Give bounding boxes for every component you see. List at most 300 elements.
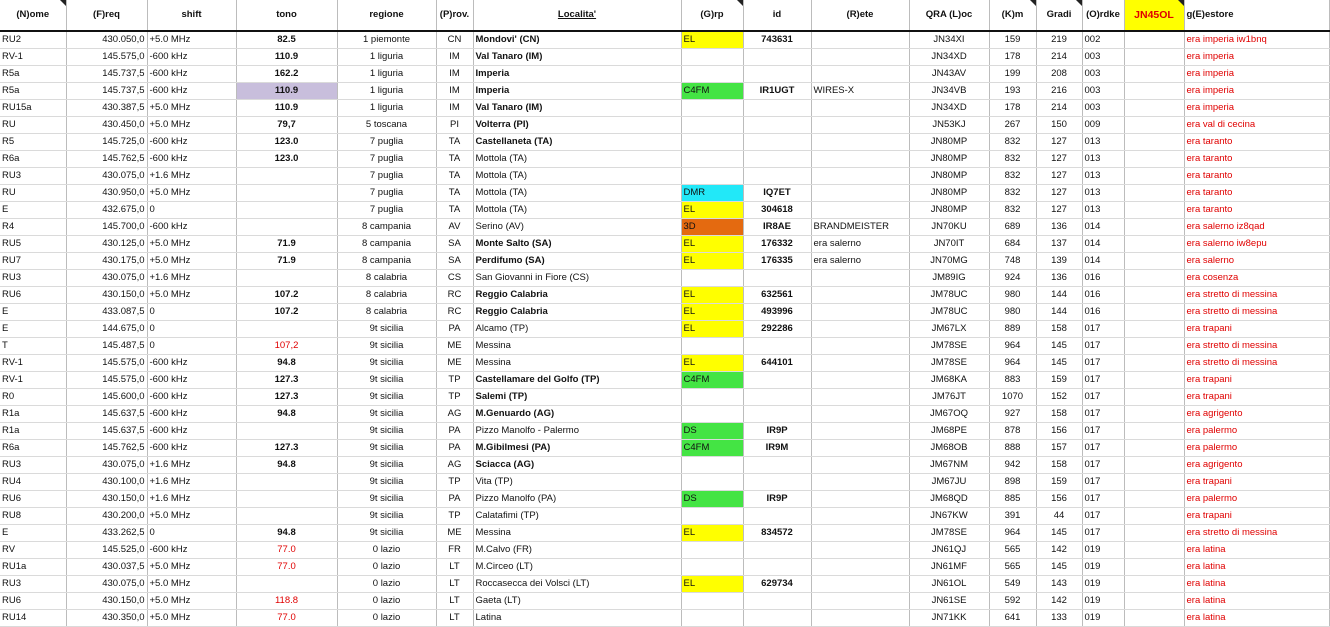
cell-ordke[interactable]: 003	[1082, 49, 1124, 66]
cell-localita[interactable]: Salemi (TP)	[473, 389, 681, 406]
cell-km[interactable]: 898	[989, 474, 1036, 491]
cell-shift[interactable]: +1.6 MHz	[147, 457, 236, 474]
cell-gradi[interactable]: 150	[1036, 117, 1082, 134]
cell-tono[interactable]: 94.8	[236, 406, 337, 423]
cell-id[interactable]	[743, 406, 811, 423]
cell-regione[interactable]: 5 toscana	[337, 117, 436, 134]
cell-id[interactable]: 743631	[743, 31, 811, 49]
cell-home[interactable]	[1124, 508, 1184, 525]
cell-km[interactable]: 964	[989, 355, 1036, 372]
cell-grp[interactable]	[681, 406, 743, 423]
cell-km[interactable]: 980	[989, 287, 1036, 304]
cell-grp[interactable]	[681, 338, 743, 355]
cell-km[interactable]: 964	[989, 525, 1036, 542]
cell-km[interactable]: 942	[989, 457, 1036, 474]
cell-shift[interactable]: +1.6 MHz	[147, 168, 236, 185]
cell-rete[interactable]	[811, 321, 909, 338]
cell-id[interactable]: IR9M	[743, 440, 811, 457]
cell-home[interactable]	[1124, 525, 1184, 542]
cell-tono[interactable]: 127.3	[236, 389, 337, 406]
header-tono[interactable]: tono	[236, 0, 337, 31]
cell-tono[interactable]	[236, 474, 337, 491]
cell-km[interactable]: 684	[989, 236, 1036, 253]
cell-grp[interactable]	[681, 134, 743, 151]
cell-home[interactable]	[1124, 389, 1184, 406]
cell-id[interactable]: 176332	[743, 236, 811, 253]
cell-id[interactable]	[743, 372, 811, 389]
cell-tono[interactable]: 110.9	[236, 49, 337, 66]
cell-gradi[interactable]: 214	[1036, 100, 1082, 117]
cell-tono[interactable]: 162.2	[236, 66, 337, 83]
cell-freq[interactable]: 430.387,5	[66, 100, 147, 117]
cell-shift[interactable]: +5.0 MHz	[147, 253, 236, 270]
cell-tono[interactable]	[236, 202, 337, 219]
cell-freq[interactable]: 145.575,0	[66, 372, 147, 389]
cell-gradi[interactable]: 136	[1036, 270, 1082, 287]
cell-gestore[interactable]: era taranto	[1184, 185, 1329, 202]
cell-id[interactable]	[743, 457, 811, 474]
cell-gradi[interactable]: 143	[1036, 576, 1082, 593]
cell-shift[interactable]: 0	[147, 338, 236, 355]
cell-km[interactable]: 832	[989, 185, 1036, 202]
cell-id[interactable]	[743, 559, 811, 576]
cell-gestore[interactable]: era taranto	[1184, 151, 1329, 168]
cell-nome[interactable]: RU7	[0, 253, 66, 270]
cell-shift[interactable]: 0	[147, 304, 236, 321]
cell-freq[interactable]: 430.200,0	[66, 508, 147, 525]
cell-gestore[interactable]: era stretto di messina	[1184, 287, 1329, 304]
cell-gestore[interactable]: era trapani	[1184, 389, 1329, 406]
cell-localita[interactable]: Messina	[473, 338, 681, 355]
cell-freq[interactable]: 430.050,0	[66, 31, 147, 49]
cell-freq[interactable]: 145.762,5	[66, 440, 147, 457]
cell-gradi[interactable]: 145	[1036, 338, 1082, 355]
cell-nome[interactable]: RU	[0, 185, 66, 202]
cell-ordke[interactable]: 003	[1082, 66, 1124, 83]
cell-prov[interactable]: LT	[436, 559, 473, 576]
cell-regione[interactable]: 7 puglia	[337, 185, 436, 202]
cell-localita[interactable]: M.Circeo (LT)	[473, 559, 681, 576]
cell-qra[interactable]: JM78UC	[909, 287, 989, 304]
cell-ordke[interactable]: 017	[1082, 372, 1124, 389]
cell-id[interactable]: IR8AE	[743, 219, 811, 236]
cell-gestore[interactable]: era imperia	[1184, 49, 1329, 66]
cell-gradi[interactable]: 133	[1036, 610, 1082, 627]
cell-freq[interactable]: 433.087,5	[66, 304, 147, 321]
cell-nome[interactable]: RU4	[0, 474, 66, 491]
cell-km[interactable]: 832	[989, 202, 1036, 219]
cell-localita[interactable]: Mottola (TA)	[473, 185, 681, 202]
cell-localita[interactable]: Val Tanaro (IM)	[473, 49, 681, 66]
cell-regione[interactable]: 1 piemonte	[337, 31, 436, 49]
cell-grp[interactable]: DS	[681, 423, 743, 440]
cell-shift[interactable]: +5.0 MHz	[147, 559, 236, 576]
cell-ordke[interactable]: 013	[1082, 185, 1124, 202]
cell-freq[interactable]: 430.075,0	[66, 576, 147, 593]
cell-shift[interactable]: 0	[147, 525, 236, 542]
cell-regione[interactable]: 7 puglia	[337, 151, 436, 168]
cell-prov[interactable]: LT	[436, 576, 473, 593]
cell-home[interactable]	[1124, 474, 1184, 491]
cell-km[interactable]: 641	[989, 610, 1036, 627]
cell-shift[interactable]: +5.0 MHz	[147, 117, 236, 134]
cell-nome[interactable]: RV-1	[0, 49, 66, 66]
cell-ordke[interactable]: 019	[1082, 542, 1124, 559]
cell-shift[interactable]: -600 kHz	[147, 355, 236, 372]
cell-prov[interactable]: LT	[436, 593, 473, 610]
cell-ordke[interactable]: 013	[1082, 134, 1124, 151]
cell-grp[interactable]	[681, 66, 743, 83]
cell-gestore[interactable]: era palermo	[1184, 423, 1329, 440]
cell-nome[interactable]: E	[0, 202, 66, 219]
cell-rete[interactable]	[811, 593, 909, 610]
cell-rete[interactable]	[811, 270, 909, 287]
header-home-locator[interactable]: JN45OL	[1124, 0, 1184, 31]
cell-localita[interactable]: Messina	[473, 525, 681, 542]
cell-gestore[interactable]: era palermo	[1184, 491, 1329, 508]
cell-prov[interactable]: FR	[436, 542, 473, 559]
cell-id[interactable]	[743, 117, 811, 134]
cell-localita[interactable]: Alcamo (TP)	[473, 321, 681, 338]
cell-km[interactable]: 1070	[989, 389, 1036, 406]
cell-localita[interactable]: Latina	[473, 610, 681, 627]
cell-grp[interactable]: EL	[681, 236, 743, 253]
cell-regione[interactable]: 8 campania	[337, 236, 436, 253]
cell-gradi[interactable]: 127	[1036, 151, 1082, 168]
cell-tono[interactable]	[236, 321, 337, 338]
cell-nome[interactable]: E	[0, 304, 66, 321]
cell-regione[interactable]: 9t sicilia	[337, 355, 436, 372]
cell-freq[interactable]: 430.075,0	[66, 168, 147, 185]
cell-regione[interactable]: 9t sicilia	[337, 474, 436, 491]
cell-gestore[interactable]: era cosenza	[1184, 270, 1329, 287]
cell-km[interactable]: 878	[989, 423, 1036, 440]
cell-id[interactable]	[743, 134, 811, 151]
cell-freq[interactable]: 430.037,5	[66, 559, 147, 576]
cell-regione[interactable]: 9t sicilia	[337, 372, 436, 389]
cell-rete[interactable]	[811, 31, 909, 49]
cell-home[interactable]	[1124, 270, 1184, 287]
cell-grp[interactable]	[681, 100, 743, 117]
cell-ordke[interactable]: 017	[1082, 389, 1124, 406]
cell-qra[interactable]: JM67JU	[909, 474, 989, 491]
cell-regione[interactable]: 7 puglia	[337, 168, 436, 185]
cell-prov[interactable]: TA	[436, 134, 473, 151]
cell-qra[interactable]: JN70IT	[909, 236, 989, 253]
cell-prov[interactable]: ME	[436, 525, 473, 542]
cell-nome[interactable]: R1a	[0, 406, 66, 423]
cell-tono[interactable]	[236, 270, 337, 287]
cell-prov[interactable]: IM	[436, 49, 473, 66]
cell-shift[interactable]: -600 kHz	[147, 406, 236, 423]
cell-gestore[interactable]: era agrigento	[1184, 457, 1329, 474]
cell-prov[interactable]: ME	[436, 355, 473, 372]
cell-regione[interactable]: 8 calabria	[337, 304, 436, 321]
cell-prov[interactable]: TA	[436, 168, 473, 185]
header-gradi[interactable]: Gradi	[1036, 0, 1082, 31]
cell-regione[interactable]: 1 liguria	[337, 83, 436, 100]
cell-grp[interactable]	[681, 508, 743, 525]
cell-gestore[interactable]: era taranto	[1184, 202, 1329, 219]
cell-freq[interactable]: 145.637,5	[66, 406, 147, 423]
cell-shift[interactable]: +1.6 MHz	[147, 474, 236, 491]
cell-rete[interactable]	[811, 338, 909, 355]
cell-qra[interactable]: JN80MP	[909, 151, 989, 168]
cell-freq[interactable]: 430.950,0	[66, 185, 147, 202]
cell-prov[interactable]: SA	[436, 236, 473, 253]
cell-qra[interactable]: JN61QJ	[909, 542, 989, 559]
cell-gradi[interactable]: 137	[1036, 236, 1082, 253]
cell-tono[interactable]: 107.2	[236, 287, 337, 304]
cell-prov[interactable]: TP	[436, 474, 473, 491]
cell-nome[interactable]: RU	[0, 117, 66, 134]
cell-km[interactable]: 267	[989, 117, 1036, 134]
cell-freq[interactable]: 145.637,5	[66, 423, 147, 440]
cell-prov[interactable]: CN	[436, 31, 473, 49]
cell-id[interactable]	[743, 168, 811, 185]
cell-rete[interactable]	[811, 185, 909, 202]
cell-id[interactable]: IQ7ET	[743, 185, 811, 202]
cell-id[interactable]	[743, 151, 811, 168]
cell-gradi[interactable]: 44	[1036, 508, 1082, 525]
cell-regione[interactable]: 9t sicilia	[337, 406, 436, 423]
cell-tono[interactable]: 94.8	[236, 525, 337, 542]
cell-prov[interactable]: IM	[436, 83, 473, 100]
cell-qra[interactable]: JM76JT	[909, 389, 989, 406]
cell-km[interactable]: 980	[989, 304, 1036, 321]
cell-grp[interactable]: 3D	[681, 219, 743, 236]
cell-prov[interactable]: ME	[436, 338, 473, 355]
cell-gradi[interactable]: 158	[1036, 406, 1082, 423]
cell-localita[interactable]: Serino (AV)	[473, 219, 681, 236]
cell-rete[interactable]	[811, 423, 909, 440]
cell-tono[interactable]	[236, 185, 337, 202]
cell-localita[interactable]: Imperia	[473, 66, 681, 83]
cell-gradi[interactable]: 216	[1036, 83, 1082, 100]
cell-prov[interactable]: PA	[436, 491, 473, 508]
cell-grp[interactable]	[681, 457, 743, 474]
cell-nome[interactable]: RU6	[0, 491, 66, 508]
cell-qra[interactable]: JN61SE	[909, 593, 989, 610]
cell-freq[interactable]: 430.150,0	[66, 593, 147, 610]
cell-km[interactable]: 159	[989, 31, 1036, 49]
cell-km[interactable]: 748	[989, 253, 1036, 270]
cell-nome[interactable]: R5a	[0, 83, 66, 100]
cell-qra[interactable]: JN70KU	[909, 219, 989, 236]
cell-tono[interactable]: 107.2	[236, 304, 337, 321]
cell-id[interactable]: IR9P	[743, 491, 811, 508]
cell-gradi[interactable]: 127	[1036, 134, 1082, 151]
cell-rete[interactable]	[811, 559, 909, 576]
cell-home[interactable]	[1124, 576, 1184, 593]
cell-gradi[interactable]: 136	[1036, 219, 1082, 236]
cell-nome[interactable]: RV-1	[0, 372, 66, 389]
cell-km[interactable]: 565	[989, 559, 1036, 576]
cell-tono[interactable]	[236, 219, 337, 236]
cell-freq[interactable]: 430.150,0	[66, 491, 147, 508]
cell-home[interactable]	[1124, 559, 1184, 576]
cell-gestore[interactable]: era trapani	[1184, 508, 1329, 525]
cell-regione[interactable]: 9t sicilia	[337, 491, 436, 508]
cell-ordke[interactable]: 016	[1082, 304, 1124, 321]
cell-km[interactable]: 193	[989, 83, 1036, 100]
cell-tono[interactable]: 123.0	[236, 134, 337, 151]
cell-prov[interactable]: IM	[436, 100, 473, 117]
cell-shift[interactable]: -600 kHz	[147, 83, 236, 100]
cell-freq[interactable]: 145.600,0	[66, 389, 147, 406]
cell-regione[interactable]: 9t sicilia	[337, 525, 436, 542]
cell-nome[interactable]: RU3	[0, 576, 66, 593]
cell-freq[interactable]: 145.725,0	[66, 134, 147, 151]
cell-km[interactable]: 964	[989, 338, 1036, 355]
cell-km[interactable]: 832	[989, 168, 1036, 185]
cell-tono[interactable]: 127.3	[236, 440, 337, 457]
cell-localita[interactable]: Messina	[473, 355, 681, 372]
cell-id[interactable]: 292286	[743, 321, 811, 338]
cell-home[interactable]	[1124, 49, 1184, 66]
cell-prov[interactable]: TP	[436, 372, 473, 389]
cell-tono[interactable]: 79,7	[236, 117, 337, 134]
cell-gradi[interactable]: 144	[1036, 304, 1082, 321]
cell-ordke[interactable]: 013	[1082, 151, 1124, 168]
cell-tono[interactable]: 94.8	[236, 355, 337, 372]
cell-freq[interactable]: 430.075,0	[66, 270, 147, 287]
cell-localita[interactable]: Mondovi' (CN)	[473, 31, 681, 49]
header-ordke[interactable]: (O)rdke	[1082, 0, 1124, 31]
cell-nome[interactable]: RU1a	[0, 559, 66, 576]
cell-qra[interactable]: JM78SE	[909, 338, 989, 355]
cell-gradi[interactable]: 139	[1036, 253, 1082, 270]
cell-grp[interactable]	[681, 474, 743, 491]
cell-tono[interactable]: 82.5	[236, 31, 337, 49]
cell-freq[interactable]: 145.700,0	[66, 219, 147, 236]
cell-grp[interactable]: EL	[681, 202, 743, 219]
header-qra[interactable]: QRA (L)oc	[909, 0, 989, 31]
cell-freq[interactable]: 145.575,0	[66, 49, 147, 66]
cell-home[interactable]	[1124, 287, 1184, 304]
cell-nome[interactable]: RU2	[0, 31, 66, 49]
cell-localita[interactable]: Mottola (TA)	[473, 168, 681, 185]
cell-regione[interactable]: 8 calabria	[337, 270, 436, 287]
cell-localita[interactable]: Mottola (TA)	[473, 151, 681, 168]
cell-km[interactable]: 199	[989, 66, 1036, 83]
cell-grp[interactable]	[681, 49, 743, 66]
cell-rete[interactable]	[811, 202, 909, 219]
cell-home[interactable]	[1124, 355, 1184, 372]
cell-home[interactable]	[1124, 117, 1184, 134]
cell-id[interactable]	[743, 610, 811, 627]
cell-tono[interactable]	[236, 576, 337, 593]
cell-ordke[interactable]: 013	[1082, 168, 1124, 185]
cell-grp[interactable]: EL	[681, 525, 743, 542]
cell-grp[interactable]: C4FM	[681, 83, 743, 100]
cell-ordke[interactable]: 019	[1082, 593, 1124, 610]
cell-localita[interactable]: Pizzo Manolfo - Palermo	[473, 423, 681, 440]
cell-gestore[interactable]: era latina	[1184, 610, 1329, 627]
cell-grp[interactable]	[681, 117, 743, 134]
cell-qra[interactable]: JN34XD	[909, 100, 989, 117]
cell-regione[interactable]: 0 lazio	[337, 559, 436, 576]
cell-home[interactable]	[1124, 66, 1184, 83]
cell-nome[interactable]: T	[0, 338, 66, 355]
cell-rete[interactable]	[811, 440, 909, 457]
cell-nome[interactable]: R5	[0, 134, 66, 151]
cell-prov[interactable]: AG	[436, 457, 473, 474]
cell-ordke[interactable]: 003	[1082, 83, 1124, 100]
cell-gestore[interactable]: era latina	[1184, 576, 1329, 593]
cell-tono[interactable]: 94.8	[236, 457, 337, 474]
cell-shift[interactable]: -600 kHz	[147, 389, 236, 406]
cell-freq[interactable]: 145.737,5	[66, 66, 147, 83]
cell-freq[interactable]: 144.675,0	[66, 321, 147, 338]
cell-prov[interactable]: AG	[436, 406, 473, 423]
cell-qra[interactable]: JN70MG	[909, 253, 989, 270]
cell-ordke[interactable]: 017	[1082, 525, 1124, 542]
cell-qra[interactable]: JM67LX	[909, 321, 989, 338]
cell-gestore[interactable]: era latina	[1184, 593, 1329, 610]
cell-localita[interactable]: San Giovanni in Fiore (CS)	[473, 270, 681, 287]
cell-gradi[interactable]: 127	[1036, 185, 1082, 202]
cell-gestore[interactable]: era imperia	[1184, 66, 1329, 83]
cell-gestore[interactable]: era salerno	[1184, 253, 1329, 270]
cell-grp[interactable]: EL	[681, 253, 743, 270]
cell-localita[interactable]: M.Gibilmesi (PA)	[473, 440, 681, 457]
cell-tono[interactable]	[236, 168, 337, 185]
cell-gestore[interactable]: era salerno iz8qad	[1184, 219, 1329, 236]
cell-localita[interactable]: Perdifumo (SA)	[473, 253, 681, 270]
cell-qra[interactable]: JN34XI	[909, 31, 989, 49]
cell-rete[interactable]	[811, 542, 909, 559]
cell-home[interactable]	[1124, 236, 1184, 253]
cell-regione[interactable]: 1 liguria	[337, 100, 436, 117]
cell-qra[interactable]: JM68PE	[909, 423, 989, 440]
cell-km[interactable]: 885	[989, 491, 1036, 508]
cell-rete[interactable]	[811, 525, 909, 542]
cell-home[interactable]	[1124, 100, 1184, 117]
header-regione[interactable]: regione	[337, 0, 436, 31]
cell-regione[interactable]: 7 puglia	[337, 134, 436, 151]
cell-grp[interactable]	[681, 270, 743, 287]
cell-home[interactable]	[1124, 31, 1184, 49]
cell-km[interactable]: 888	[989, 440, 1036, 457]
cell-rete[interactable]	[811, 457, 909, 474]
cell-shift[interactable]: -600 kHz	[147, 423, 236, 440]
cell-freq[interactable]: 145.487,5	[66, 338, 147, 355]
cell-freq[interactable]: 430.350,0	[66, 610, 147, 627]
cell-nome[interactable]: R5a	[0, 66, 66, 83]
cell-id[interactable]: 629734	[743, 576, 811, 593]
cell-localita[interactable]: M.Genuardo (AG)	[473, 406, 681, 423]
cell-id[interactable]	[743, 270, 811, 287]
cell-km[interactable]: 924	[989, 270, 1036, 287]
cell-shift[interactable]: -600 kHz	[147, 134, 236, 151]
cell-km[interactable]: 391	[989, 508, 1036, 525]
cell-freq[interactable]: 430.100,0	[66, 474, 147, 491]
cell-grp[interactable]	[681, 542, 743, 559]
cell-id[interactable]	[743, 49, 811, 66]
cell-ordke[interactable]: 017	[1082, 321, 1124, 338]
cell-grp[interactable]	[681, 389, 743, 406]
cell-shift[interactable]: 0	[147, 321, 236, 338]
header-gestore[interactable]: g(E)estore	[1184, 0, 1329, 31]
header-grp[interactable]: (G)rp	[681, 0, 743, 31]
cell-id[interactable]: 493996	[743, 304, 811, 321]
cell-rete[interactable]	[811, 355, 909, 372]
cell-qra[interactable]: JN80MP	[909, 168, 989, 185]
cell-rete[interactable]	[811, 117, 909, 134]
cell-id[interactable]: 834572	[743, 525, 811, 542]
cell-home[interactable]	[1124, 83, 1184, 100]
